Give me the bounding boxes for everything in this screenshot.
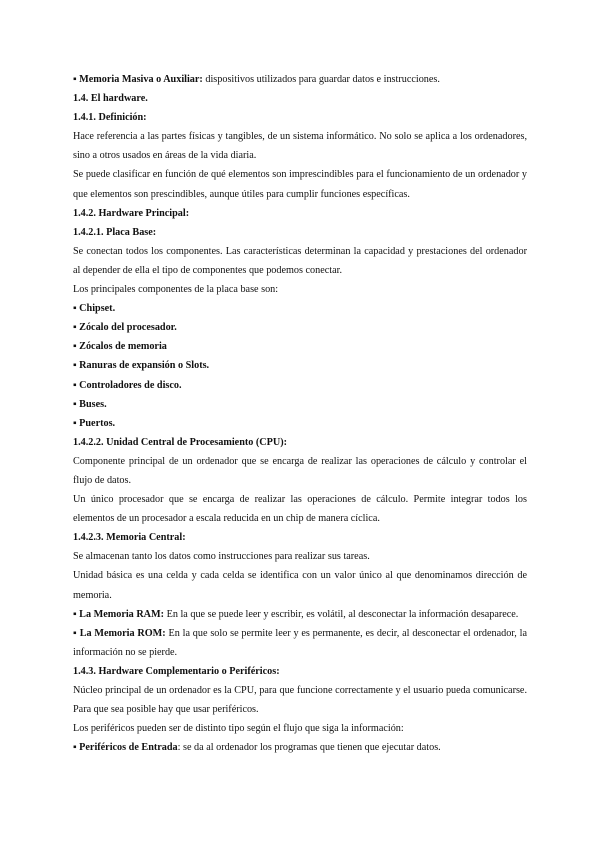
paragraph-procesador: Un único procesador que se encarga de realizar las operaciones de cálculo. Permite integrar todos los elementos de un procesador a escala reducida en un chip de manera cíclica. <box>73 494 527 525</box>
bullet-ranuras: ▪ Ranuras de expansión o Slots. <box>73 356 527 375</box>
heading-definicion: 1.4.1. Definición: <box>73 112 147 124</box>
document-body <box>73 70 527 757</box>
heading-hardware-principal: 1.4.2. Hardware Principal: <box>73 207 190 219</box>
bullet-chipset: ▪ Chipset. <box>73 299 527 318</box>
bullet-puertos: ▪ Puertos. <box>73 414 527 433</box>
heading-memoria-central: 1.4.2.3. Memoria Central: <box>73 532 186 544</box>
paragraph-cpu: Componente principal de un ordenador que se encarga de realizar las operaciones de cálculo y controlar el flujo de datos. <box>73 455 527 486</box>
bullet-zocalos-memoria: ▪ Zócalos de memoria <box>73 337 527 356</box>
paragraph-clasificacion: Se puede clasificar en función de qué elementos son imprescindibles para el funcionamiento de un ordenador y que elementos son prescindibles, aunque útiles para cumplir funciones específicas. <box>73 169 527 200</box>
heading-cpu: 1.4.2.2. Unidad Central de Procesamiento (CPU): <box>73 436 288 448</box>
bullet-memoria-masiva: ▪ Memoria Masiva o Auxiliar: dispositivos utilizados para guardar datos e instrucciones. <box>73 70 527 89</box>
paragraph-tipos-perifericos: Los periféricos pueden ser de distinto tipo según el flujo que siga la información: <box>73 723 404 735</box>
paragraph-componentes: Los principales componentes de la placa base son: <box>73 284 279 296</box>
paragraph-nucleo: Núcleo principal de un ordenador es la CPU, para que funcione correctamente y el usuario pueda comunicarse. Para que sea posible hay que usar periféricos. <box>73 685 527 716</box>
bullet-memoria-rom: ▪ La Memoria ROM: En la que solo se permite leer y es permanente, es decir, al desconectar el ordenador, la información no se pierde. <box>73 624 527 662</box>
paragraph-definicion: Hace referencia a las partes físicas y tangibles, de un sistema informático. No solo se aplica a los ordenadores, sino a otros usados en áreas de la vida diaria. <box>73 131 527 162</box>
paragraph-almacenan: Se almacenan tanto los datos como instrucciones para realizar sus tareas. <box>73 551 370 563</box>
bullet-memoria-ram: ▪ La Memoria RAM: En la que se puede leer y escribir, es volátil, al desconectar la información desaparece. <box>73 605 527 624</box>
paragraph-celda: Unidad básica es una celda y cada celda se identifica con un valor único al que denominamos dirección de memoria. <box>73 570 527 601</box>
bullet-buses: ▪ Buses. <box>73 395 527 414</box>
heading-placa-base: 1.4.2.1. Placa Base: <box>73 226 157 238</box>
bullet-controladores: ▪ Controladores de disco. <box>73 376 527 395</box>
heading-perifericos: 1.4.3. Hardware Complementario o Periféricos: <box>73 665 280 677</box>
bullet-perifericos-entrada: ▪ Periféricos de Entrada: se da al ordenador los programas que tienen que ejecutar datos. <box>73 738 527 757</box>
heading-hardware: 1.4. El hardware. <box>73 93 148 105</box>
bullet-zocalo-procesador: ▪ Zócalo del procesador. <box>73 318 527 337</box>
paragraph-placa-base: Se conectan todos los componentes. Las características determinan la capacidad y prestaciones del ordenador al depender de ella el tipo de componentes que podemos conectar. <box>73 245 527 276</box>
